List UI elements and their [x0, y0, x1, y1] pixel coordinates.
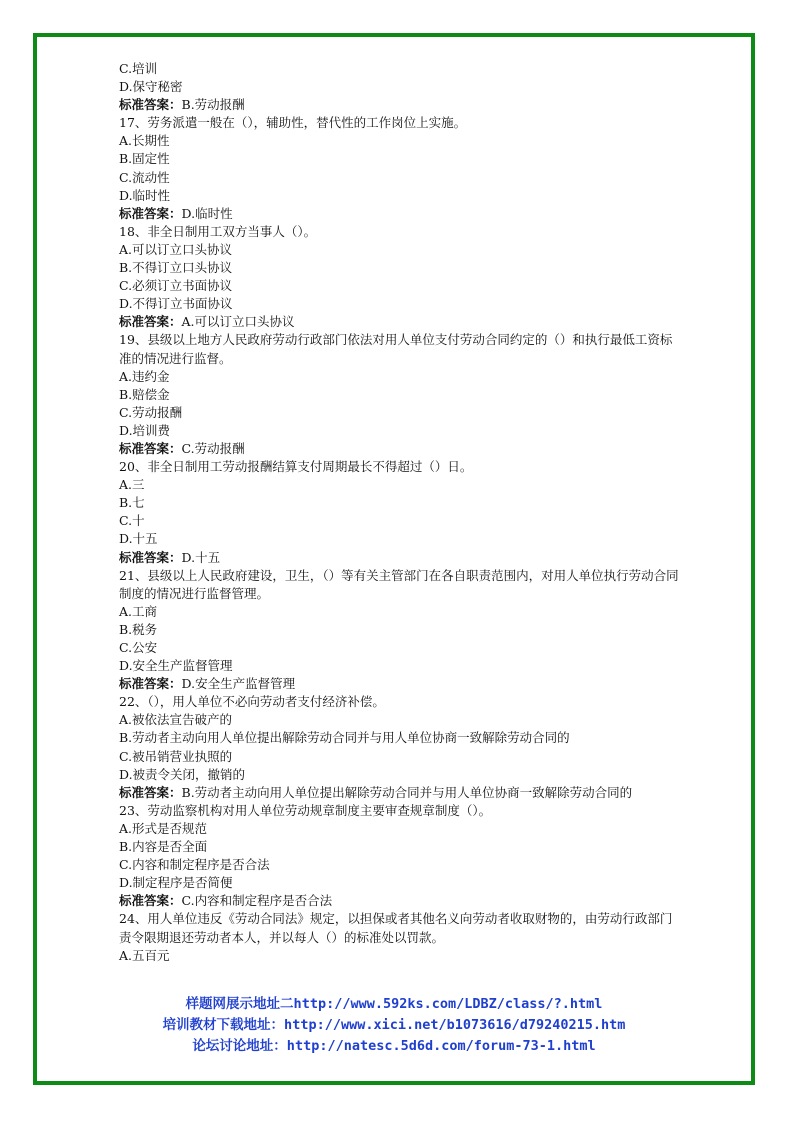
- option-item: D.被责令关闭，撤销的: [119, 766, 246, 782]
- option-item: D.临时性: [119, 187, 171, 203]
- answer-line: [119, 440, 679, 458]
- answer-value: B.劳动报酬: [181, 97, 245, 113]
- answer-line: [119, 549, 679, 567]
- answer-value: D.十五: [181, 549, 221, 565]
- option-item: C.劳动报酬: [119, 404, 183, 420]
- answer-label: 标准答案：: [119, 440, 182, 456]
- answer-value: B.劳动者主动向用人单位提出解除劳动合同并与用人单位协商一致解除劳动合同的: [181, 784, 633, 800]
- answer-line: [119, 675, 679, 693]
- exam-content: [119, 60, 679, 965]
- answer-line: [119, 784, 679, 802]
- question-text: 19、县级以上地方人民政府劳动行政部门依法对用人单位支付劳动合同约定的（）和执行最低工资标准的情况进行监督。: [119, 332, 673, 366]
- answer-value: C.劳动报酬: [181, 440, 245, 456]
- answer-label: 标准答案：: [119, 676, 182, 692]
- option-item: A.工商: [119, 603, 158, 619]
- answer-value: D.安全生产监督管理: [181, 676, 296, 692]
- answer-value: D.临时性: [181, 205, 233, 221]
- option-item: A.形式是否规范: [119, 820, 208, 836]
- option-item: D.十五: [119, 531, 158, 547]
- answer-label: 标准答案：: [119, 784, 182, 800]
- option-item: C.十: [119, 513, 145, 529]
- question-text: 24、用人单位违反《劳动合同法》规定，以担保或者其他名义向劳动者收取财物的，由劳动行政部门责令限期退还劳动者本人，并以每人（）的标准处以罚款。: [119, 911, 673, 945]
- answer-line: [119, 205, 679, 223]
- option-item: C.内容和制定程序是否合法: [119, 857, 270, 873]
- question-text: 21、县级以上人民政府建设，卫生，（）等有关主管部门在各自职责范围内，对用人单位执行劳动合同制度的情况进行监督管理。: [119, 567, 679, 601]
- answer-label: 标准答案：: [119, 205, 182, 221]
- option-item: D.不得订立书面协议: [119, 296, 233, 312]
- option-item: B.赔偿金: [119, 386, 170, 402]
- question-text: 22、（），用人单位不必向劳动者支付经济补偿。: [119, 694, 385, 710]
- answer-label: 标准答案：: [119, 893, 182, 909]
- answer-label: 标准答案：: [119, 97, 182, 113]
- question-text: 23、劳动监察机构对用人单位劳动规章制度主要审查规章制度（）。: [119, 802, 492, 818]
- answer-value: A.可以订立口头协议: [181, 314, 295, 330]
- question-text: 17、劳务派遣一般在（），辅助性，替代性的工作岗位上实施。: [119, 115, 467, 131]
- footer-link-1[interactable]: 样题网展示地址二http://www.592ks.com/LDBZ/class/?.html: [185, 996, 603, 1012]
- option-item: B.固定性: [119, 151, 170, 167]
- answer-line: [119, 96, 679, 114]
- option-item: C.公安: [119, 640, 158, 655]
- answer-value: C.内容和制定程序是否合法: [181, 893, 333, 909]
- option-item: D.制定程序是否简便: [119, 875, 233, 891]
- option-item: B.税务: [119, 621, 158, 637]
- option-item: B.内容是否全面: [119, 839, 208, 855]
- option-item: D.保守秘密: [119, 79, 183, 95]
- option-item: A.被依法宣告破产的: [119, 712, 233, 728]
- answer-line: [119, 892, 679, 910]
- option-item: D.安全生产监督管理: [119, 658, 233, 674]
- option-item: C.培训: [119, 61, 158, 76]
- option-item: A.长期性: [119, 133, 170, 149]
- footer-links: [33, 994, 755, 1057]
- option-item: B.劳动者主动向用人单位提出解除劳动合同并与用人单位协商一致解除劳动合同的: [119, 730, 570, 746]
- option-item: A.可以订立口头协议: [119, 241, 233, 257]
- answer-line: [119, 313, 679, 331]
- option-item: D.培训费: [119, 422, 171, 438]
- option-item: A.三: [119, 477, 145, 493]
- option-item: C.流动性: [119, 169, 170, 185]
- answer-label: 标准答案：: [119, 314, 182, 330]
- footer-link-3[interactable]: 论坛讨论地址：http://natesc.5d6d.com/forum-73-1.html: [192, 1038, 596, 1054]
- option-item: A.违约金: [119, 368, 170, 384]
- option-item: B.不得订立口头协议: [119, 260, 233, 276]
- option-item: B.七: [119, 495, 145, 511]
- option-item: C.必须订立书面协议: [119, 278, 233, 294]
- option-item: C.被吊销营业执照的: [119, 748, 233, 764]
- question-text: 20、非全日制用工劳动报酬结算支付周期最长不得超过（）日。: [119, 459, 473, 475]
- footer-link-2[interactable]: 培训教材下载地址：http://www.xici.net/b1073616/d79240215.htm: [162, 1017, 626, 1033]
- question-text: 18、非全日制用工双方当事人（）。: [119, 223, 317, 239]
- answer-label: 标准答案：: [119, 549, 182, 565]
- option-item: A.五百元: [119, 947, 170, 963]
